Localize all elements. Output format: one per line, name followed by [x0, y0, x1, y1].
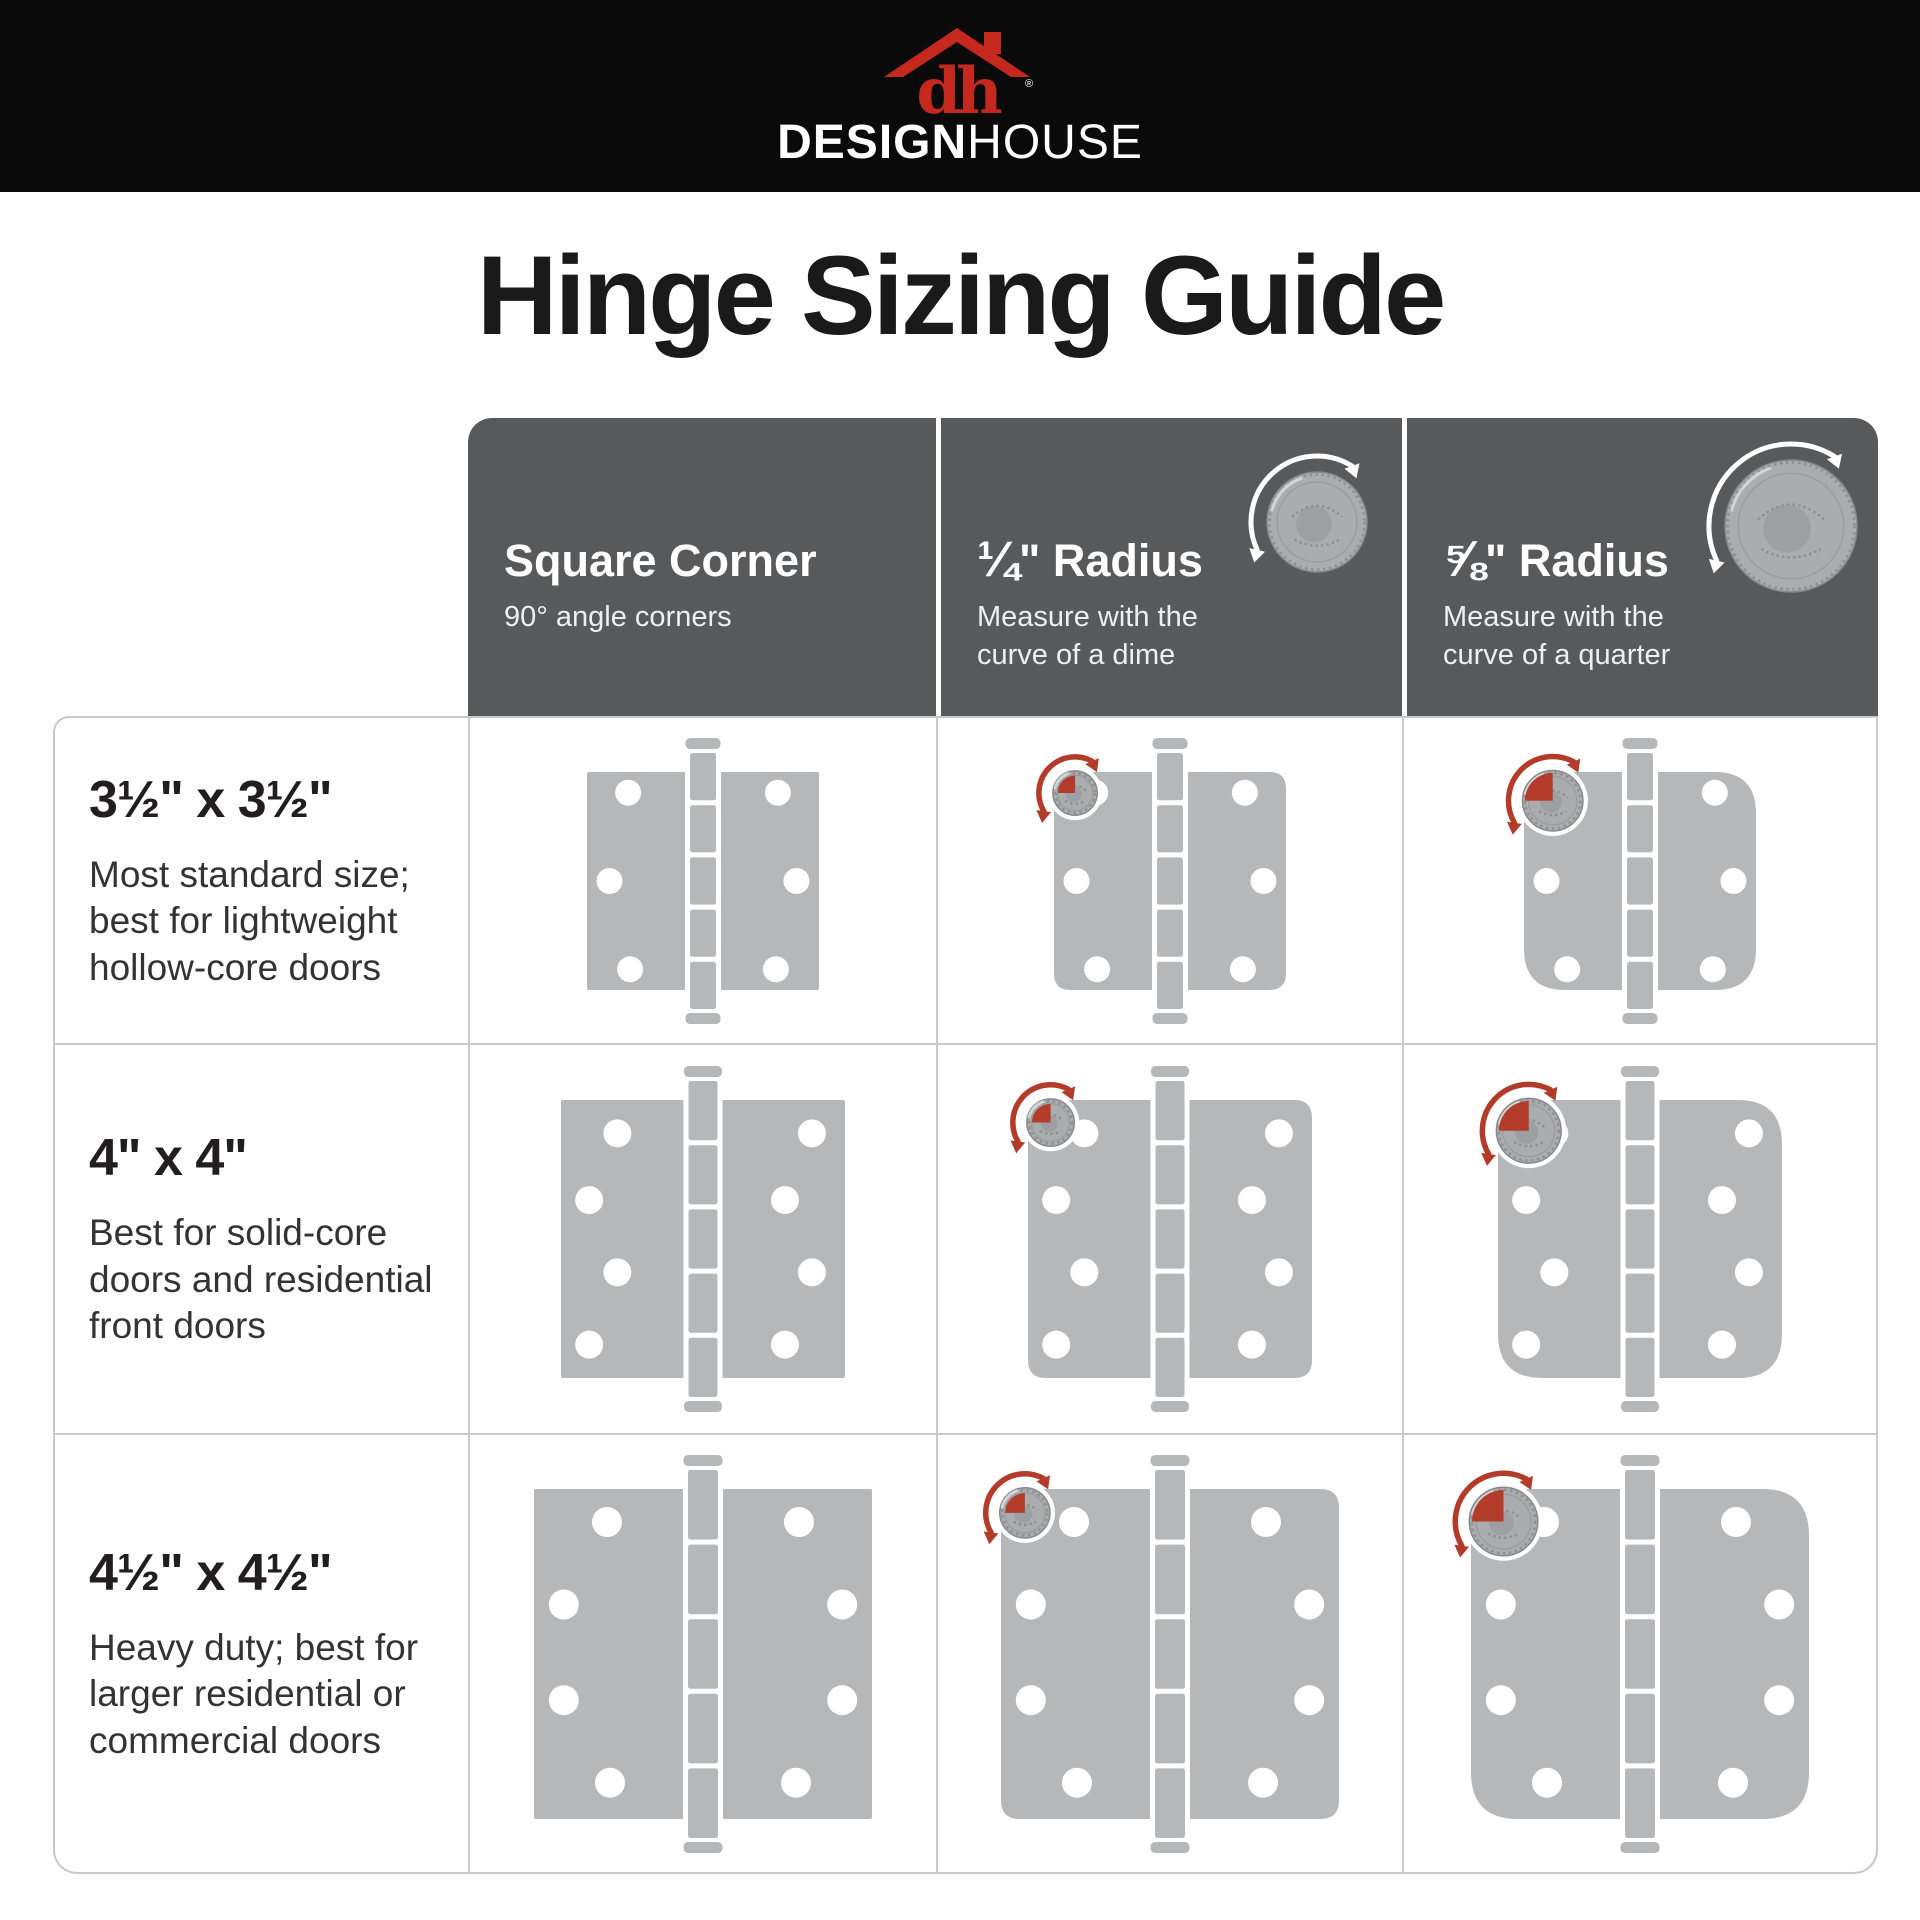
hinge-4-5-five-eighths-radius-illustration	[1393, 1421, 1887, 1887]
hinge-size-description: Best for solid-core doors and residential front doors	[89, 1212, 433, 1347]
cell-4-five-eighths-radius	[1402, 1043, 1878, 1433]
column-title: ¼" Radius	[977, 530, 1203, 587]
column-title: Square Corner	[504, 535, 817, 586]
column-subtitle: 90° angle corners	[504, 601, 732, 634]
cell-3-5-square-corner	[468, 716, 936, 1043]
column-title: ⅝" Radius	[1443, 530, 1669, 587]
hinge-3-5-five-eighths-radius-illustration	[1446, 704, 1834, 1058]
hinge-4-square-corner-illustration	[483, 1032, 923, 1446]
brand-header-bar	[0, 0, 1920, 192]
row-label-4	[53, 1043, 468, 1433]
hinge-size-label: 4½" x 4½"	[89, 1543, 332, 1602]
cell-4-5-square-corner	[468, 1433, 936, 1874]
hinge-4-five-eighths-radius-illustration	[1420, 1032, 1860, 1446]
registered-trademark: ®	[1025, 78, 1034, 90]
column-header-five-eighths-radius	[1402, 418, 1878, 716]
cell-3-5-quarter-radius	[936, 716, 1402, 1043]
logo-house-icon	[884, 25, 1036, 117]
row-label-3-5	[53, 716, 468, 1043]
hinge-sizing-table	[53, 418, 1878, 1874]
cell-4-5-five-eighths-radius	[1402, 1433, 1878, 1874]
hinge-4-5-square-corner-illustration	[456, 1421, 950, 1887]
page-title: Hinge Sizing Guide	[476, 233, 1444, 358]
logo-chimney	[984, 32, 1001, 54]
cell-4-5-quarter-radius	[936, 1433, 1402, 1874]
hinge-size-label: 4" x 4"	[89, 1129, 247, 1188]
column-header-square-corner	[468, 418, 936, 716]
logo-monogram: dh	[916, 54, 998, 117]
brand-name-house: HOUSE	[967, 116, 1143, 169]
hinge-3-5-square-corner-illustration	[509, 704, 897, 1058]
hinge-size-description: Most standard size; best for lightweight hollow-core doors	[89, 853, 410, 988]
brand-name-design: DESIGN	[777, 116, 968, 169]
hinge-4-quarter-radius-illustration	[950, 1032, 1390, 1446]
brand-name	[777, 116, 1143, 169]
column-subtitle: Measure with the curve of a quarter	[1443, 601, 1671, 672]
dime-coin-photo	[1237, 442, 1397, 602]
column-header-quarter-inch-radius	[936, 418, 1402, 716]
column-subtitle: Measure with the curve of a dime	[977, 601, 1198, 672]
table-corner-spacer	[53, 418, 468, 716]
row-label-4-5	[53, 1433, 468, 1874]
hinge-4-5-quarter-radius-illustration	[923, 1421, 1417, 1887]
cell-4-quarter-radius	[936, 1043, 1402, 1433]
hinge-3-5-quarter-radius-illustration	[976, 704, 1364, 1058]
designhouse-logo	[884, 25, 1036, 117]
cell-3-5-five-eighths-radius	[1402, 716, 1878, 1043]
quarter-coin-photo	[1695, 430, 1887, 622]
hinge-size-label: 3½" x 3½"	[89, 770, 332, 829]
cell-4-square-corner	[468, 1043, 936, 1433]
hinge-size-description: Heavy duty; best for larger residential or commercial doors	[89, 1626, 419, 1761]
